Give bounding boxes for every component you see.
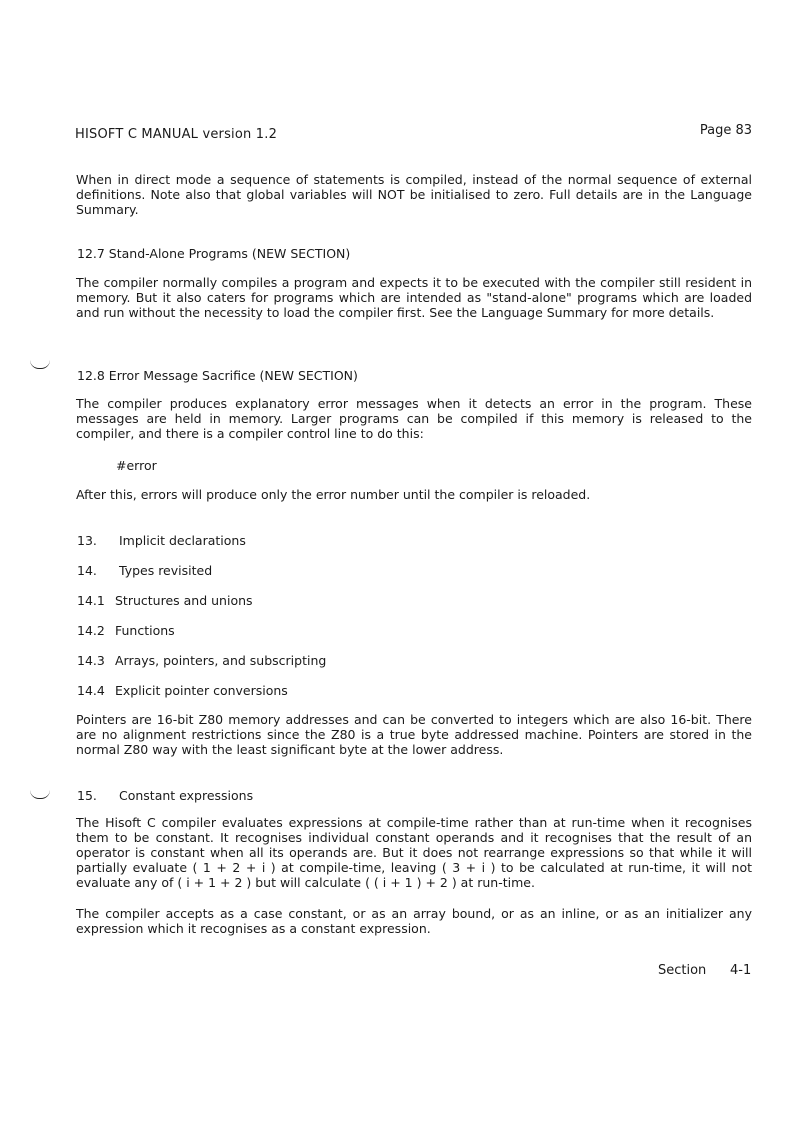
heading-14 — [77, 563, 212, 578]
running-header-title: HISOFT C MANUAL version 1.2 — [75, 127, 278, 142]
heading-number: 13. — [77, 533, 97, 548]
heading-number: 15. — [77, 788, 97, 803]
heading-14-4 — [77, 683, 288, 698]
heading-number: 14.3 — [77, 653, 105, 668]
footer-section-number: 4-1 — [730, 963, 752, 978]
section-12-8-heading: 12.8 Error Message Sacrifice (NEW SECTION) — [77, 368, 358, 383]
margin-mark — [30, 790, 50, 799]
heading-14-2 — [77, 623, 175, 638]
heading-text: Explicit pointer conversions — [115, 683, 288, 698]
footer-section-label: Section — [658, 963, 707, 978]
intro-paragraph: When in direct mode a sequence of statements is compiled, instead of the normal sequence of external definitions. Note also that global variables will NOT be initialised to zero. Full details are in the Language Summary. — [76, 172, 752, 217]
margin-mark — [30, 360, 50, 369]
section-12-8-after: After this, errors will produce only the error number until the compiler is reloaded. — [76, 487, 591, 502]
heading-14-3 — [77, 653, 326, 668]
heading-text: Constant expressions — [119, 788, 254, 803]
section-12-7-body: The compiler normally compiles a program and expects it to be executed with the compiler still resident in memory. But it also caters for programs which are intended as "stand-alone" programs which are loaded and run without the necessity to load the compiler first. See the Language Summary for more details. — [76, 275, 752, 320]
heading-text: Arrays, pointers, and subscripting — [115, 653, 327, 668]
heading-15 — [77, 788, 253, 803]
section-12-7-heading: 12.7 Stand-Alone Programs (NEW SECTION) — [77, 246, 351, 261]
heading-14-1 — [77, 593, 253, 608]
heading-13 — [77, 533, 246, 548]
section-12-8-body: The compiler produces explanatory error messages when it detects an error in the program. These messages are held in memory. Larger programs can be compiled if this memory is released to the compiler, and there is a compiler control line to do this: — [76, 396, 752, 441]
section-15-body-2: The compiler accepts as a case constant, or as an array bound, or as an inline, or as an initializer any expression which it recognises as a constant expression. — [76, 906, 752, 936]
heading-number: 14.1 — [77, 593, 105, 608]
heading-text: Functions — [115, 623, 175, 638]
section-14-4-body: Pointers are 16-bit Z80 memory addresses and can be converted to integers which are also 16-bit. There are no alignment restrictions since the Z80 is a true byte addressed machine. Pointers are stored in the normal Z80 way with the least significant byte at the lower address. — [76, 712, 752, 757]
heading-text: Implicit declarations — [119, 533, 246, 548]
heading-number: 14. — [77, 563, 97, 578]
heading-text: Structures and unions — [115, 593, 253, 608]
heading-text: Types revisited — [119, 563, 213, 578]
heading-number: 14.2 — [77, 623, 105, 638]
heading-number: 14.4 — [77, 683, 105, 698]
code-sample: #error — [116, 458, 157, 473]
section-15-body-1: The Hisoft C compiler evaluates expressions at compile-time rather than at run-time when it recognises them to be constant. It recognises individual constant operands and it recognises that the result of an operator is constant when all its operands are. But it does not rearrange expressions so that while it will partially evaluate ( 1 + 2 + i ) at compile-time, leaving ( 3 + i ) to be calculated at run-time, it will not evaluate any of ( i + 1 + 2 ) but will calculate ( ( i + 1 ) + 2 ) at run-time. — [76, 815, 752, 890]
page-number: Page 83 — [699, 123, 752, 138]
